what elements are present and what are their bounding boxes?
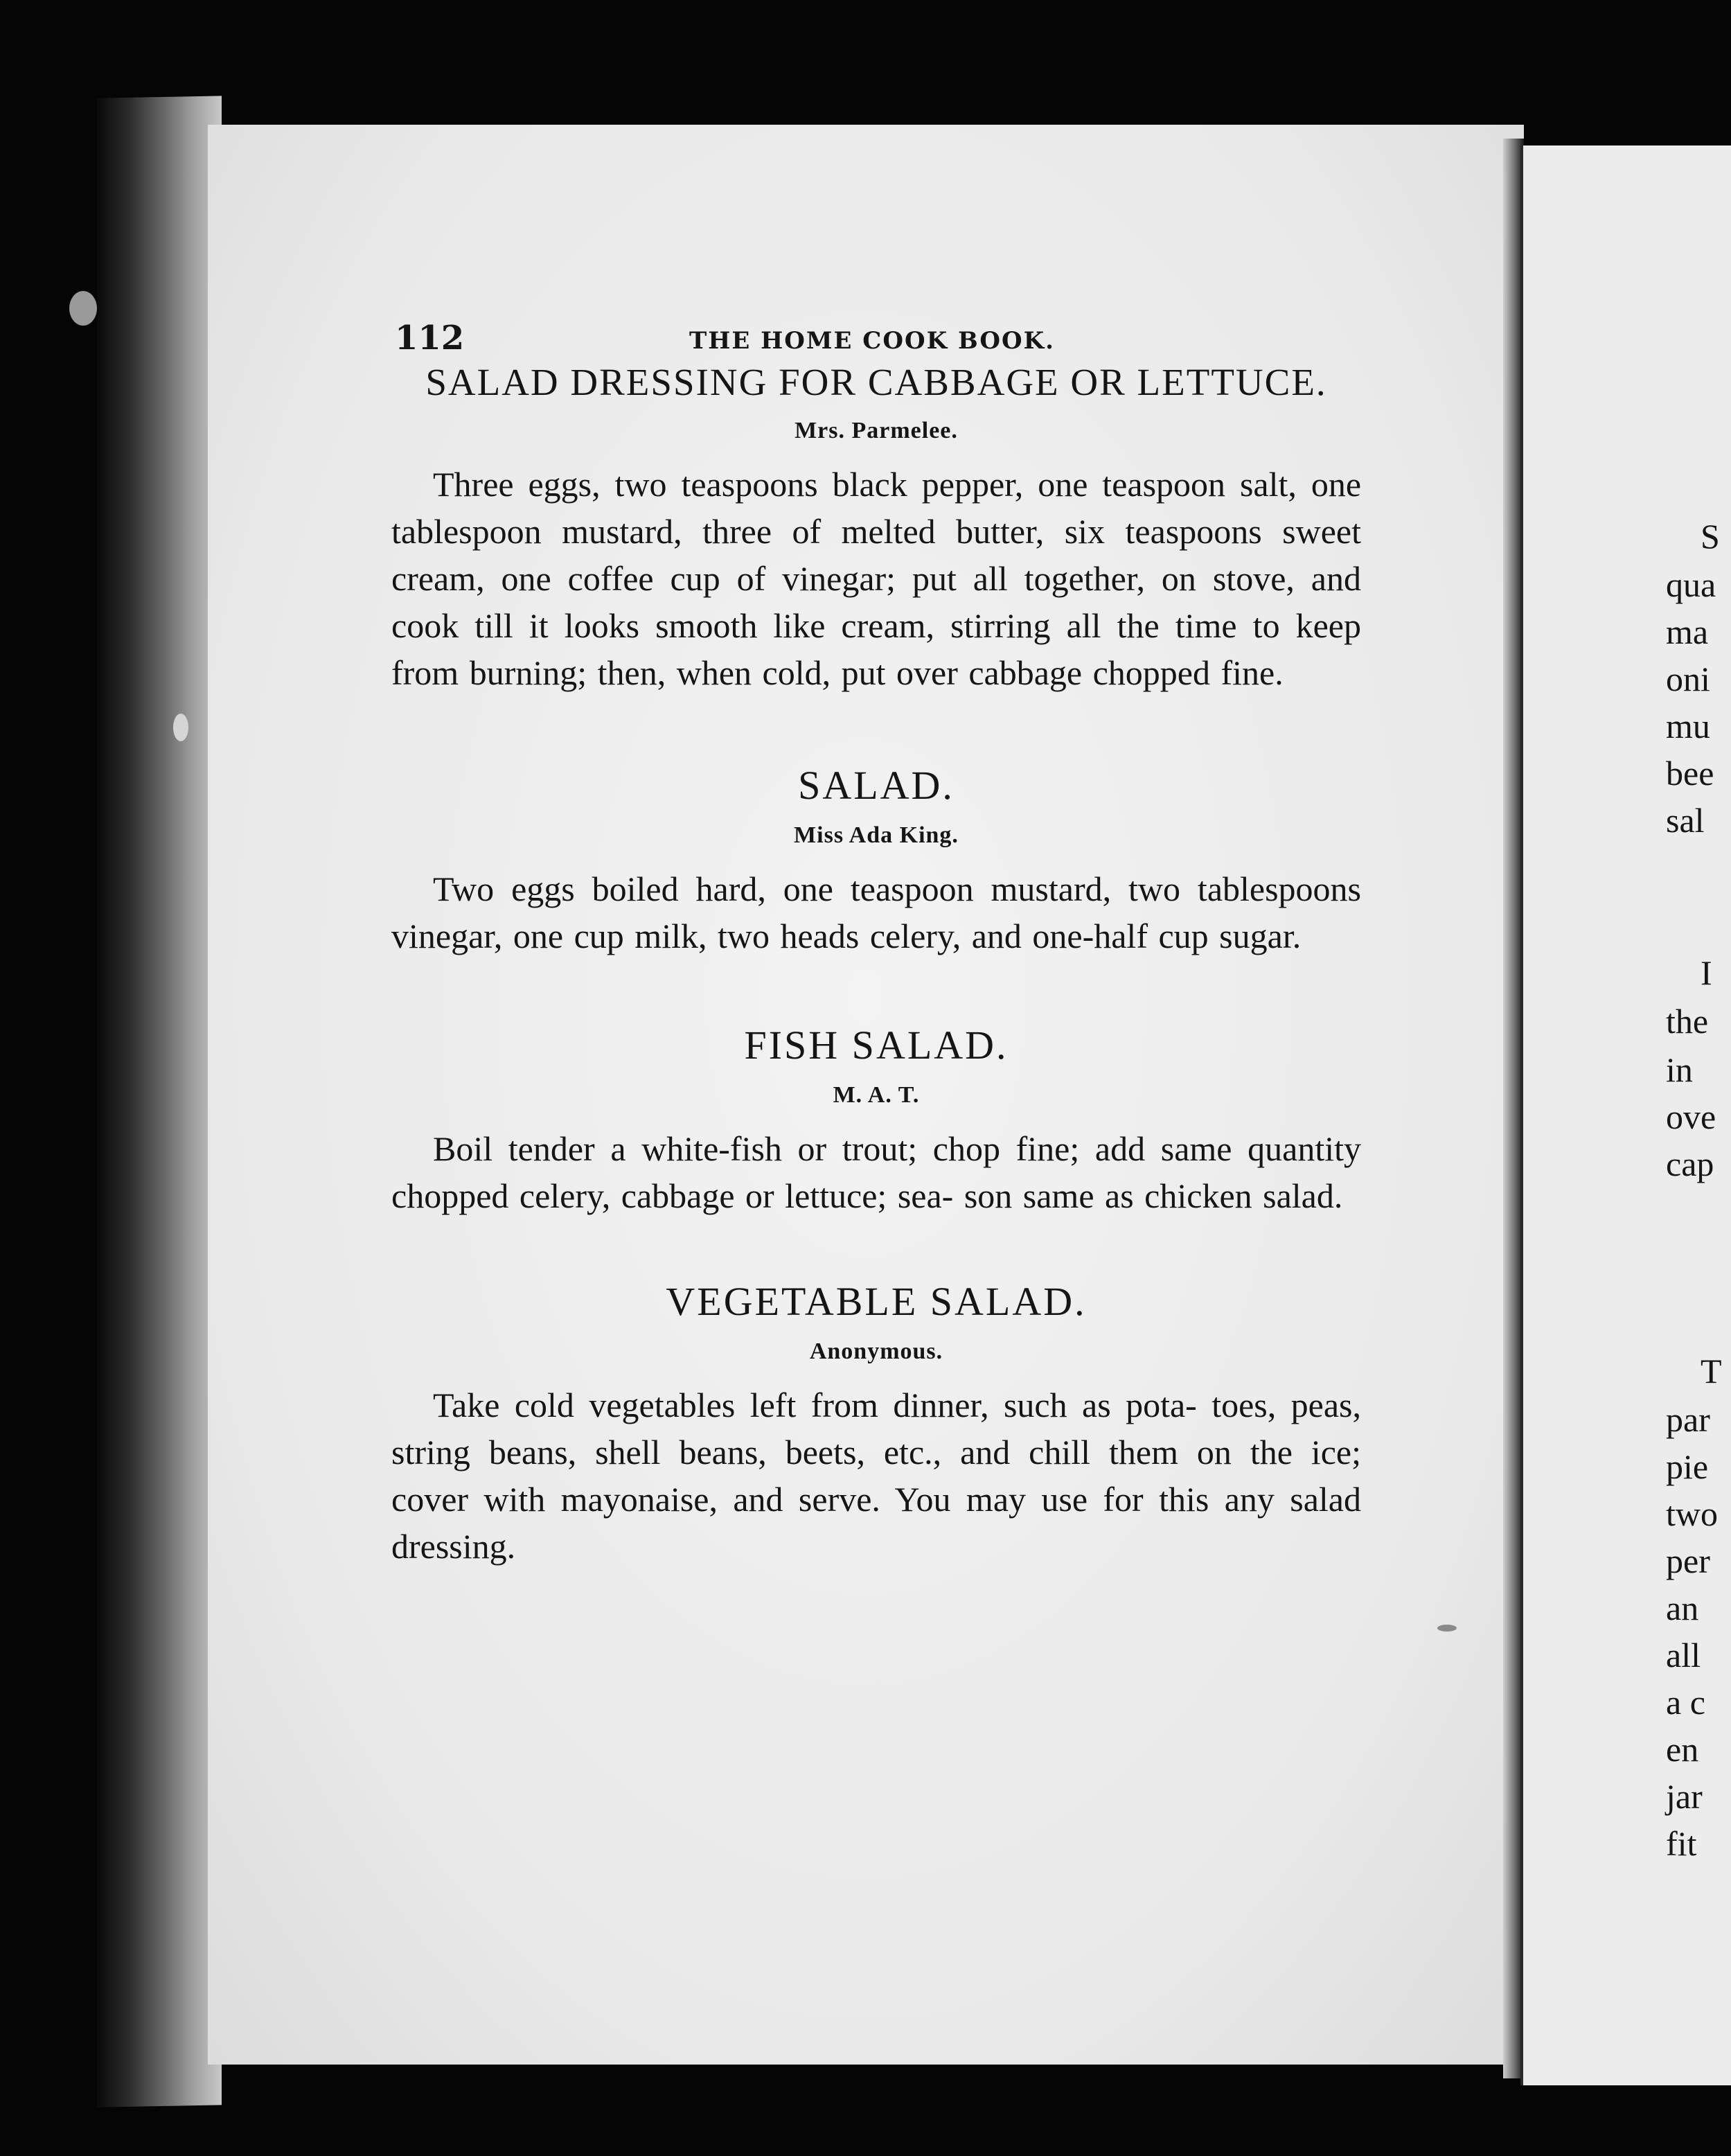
recipe-title: FISH SALAD.	[744, 1023, 1009, 1068]
body-line: put all together, on stove, and cook till it looks smooth	[391, 559, 1362, 645]
facing-page-fragment: sal	[1666, 801, 1705, 840]
book-page-edges	[97, 96, 222, 2107]
facing-page-fragment: fit	[1666, 1824, 1697, 1863]
body-line: toes, peas, string beans, shell beans, beets, etc., and chill	[391, 1386, 1362, 1472]
facing-page-fragment: T	[1701, 1352, 1722, 1390]
recipe-author: M. A. T.	[833, 1082, 920, 1108]
facing-page-fragment: the	[1666, 1002, 1709, 1041]
recipe-author: Mrs. Parmelee.	[795, 418, 958, 443]
body-line: like cream, stirring all the time to keep from burning;	[391, 606, 1362, 692]
body-line: salt, one tablespoon mustard, three of melted butter,	[391, 465, 1362, 551]
recipe-salad	[391, 762, 1361, 960]
facing-page-fragment: oni	[1666, 660, 1710, 698]
recipe-body	[391, 865, 1361, 960]
scan-speck	[1437, 1625, 1457, 1632]
body-line: them on the ice; cover with mayonaise, and serve.	[391, 1433, 1362, 1519]
body-line: Take cold vegetables left from dinner, such as pota-	[433, 1386, 1197, 1424]
facing-page-fragment: qua	[1666, 565, 1716, 604]
body-line: then, when cold, put over cabbage chopped fine.	[597, 653, 1284, 692]
facing-page-fragment: I	[1701, 953, 1712, 992]
body-line: You may use for this any salad dressing.	[391, 1480, 1361, 1566]
facing-page-fragment: two	[1666, 1494, 1718, 1533]
recipe-salad-dressing	[391, 360, 1361, 696]
recipe-body	[391, 1125, 1361, 1219]
book-title: THE HOME COOK BOOK.	[689, 327, 1055, 355]
facing-page-fragment: per	[1666, 1541, 1710, 1580]
body-line: same quantity chopped celery, cabbage or lettuce; sea-	[391, 1129, 1361, 1215]
body-line: son same as chicken salad.	[964, 1176, 1343, 1215]
body-line: Boil tender a white-fish or trout; chop fine; add	[433, 1129, 1146, 1168]
page-text-block	[391, 312, 1361, 1570]
facing-page-fragment: ove	[1666, 1097, 1716, 1136]
facing-page-fragment: a c	[1666, 1683, 1705, 1722]
facing-page-fragment: S	[1701, 517, 1720, 556]
recipe-vegetable-salad	[391, 1278, 1361, 1570]
facing-page-fragment: all	[1666, 1636, 1701, 1675]
recipe-body	[391, 1381, 1361, 1570]
facing-page-fragment: mu	[1666, 707, 1710, 745]
page-number: 112	[395, 319, 465, 357]
facing-page-fragment: in	[1666, 1050, 1693, 1089]
facing-page-fragment: en	[1666, 1730, 1699, 1769]
facing-page-fragment: bee	[1666, 754, 1714, 793]
running-head	[391, 312, 1361, 360]
facing-page-fragment: par	[1666, 1400, 1710, 1439]
recipe-title: SALAD.	[798, 763, 955, 808]
recipe-body	[391, 461, 1361, 696]
body-line: Two eggs boiled hard, one teaspoon mustard, two	[433, 869, 1180, 908]
facing-page-fragment: an	[1666, 1589, 1699, 1627]
recipe-author: Anonymous.	[809, 1338, 943, 1364]
recipe-title: SALAD DRESSING FOR CABBAGE OR LETTUCE.	[425, 361, 1327, 403]
body-line: Three eggs, two teaspoons black pepper, one teaspoon	[433, 465, 1226, 504]
facing-page-fragment: jar	[1666, 1777, 1703, 1816]
body-line: and one-half cup sugar.	[971, 917, 1302, 955]
facing-page-fragment: ma	[1666, 612, 1709, 651]
facing-page-fragment: pie	[1666, 1447, 1709, 1486]
scan-speck	[69, 291, 97, 326]
body-line: tablespoons vinegar, one cup milk, two heads celery,	[391, 869, 1362, 955]
facing-page-fragment: cap	[1666, 1145, 1714, 1183]
body-line: six teaspoons sweet cream, one coffee cup of vinegar;	[391, 512, 1361, 598]
recipe-title: VEGETABLE SALAD.	[666, 1279, 1087, 1324]
recipe-author: Miss Ada King.	[794, 822, 959, 848]
recipe-fish-salad	[391, 1022, 1361, 1219]
scan-speck	[173, 714, 188, 741]
